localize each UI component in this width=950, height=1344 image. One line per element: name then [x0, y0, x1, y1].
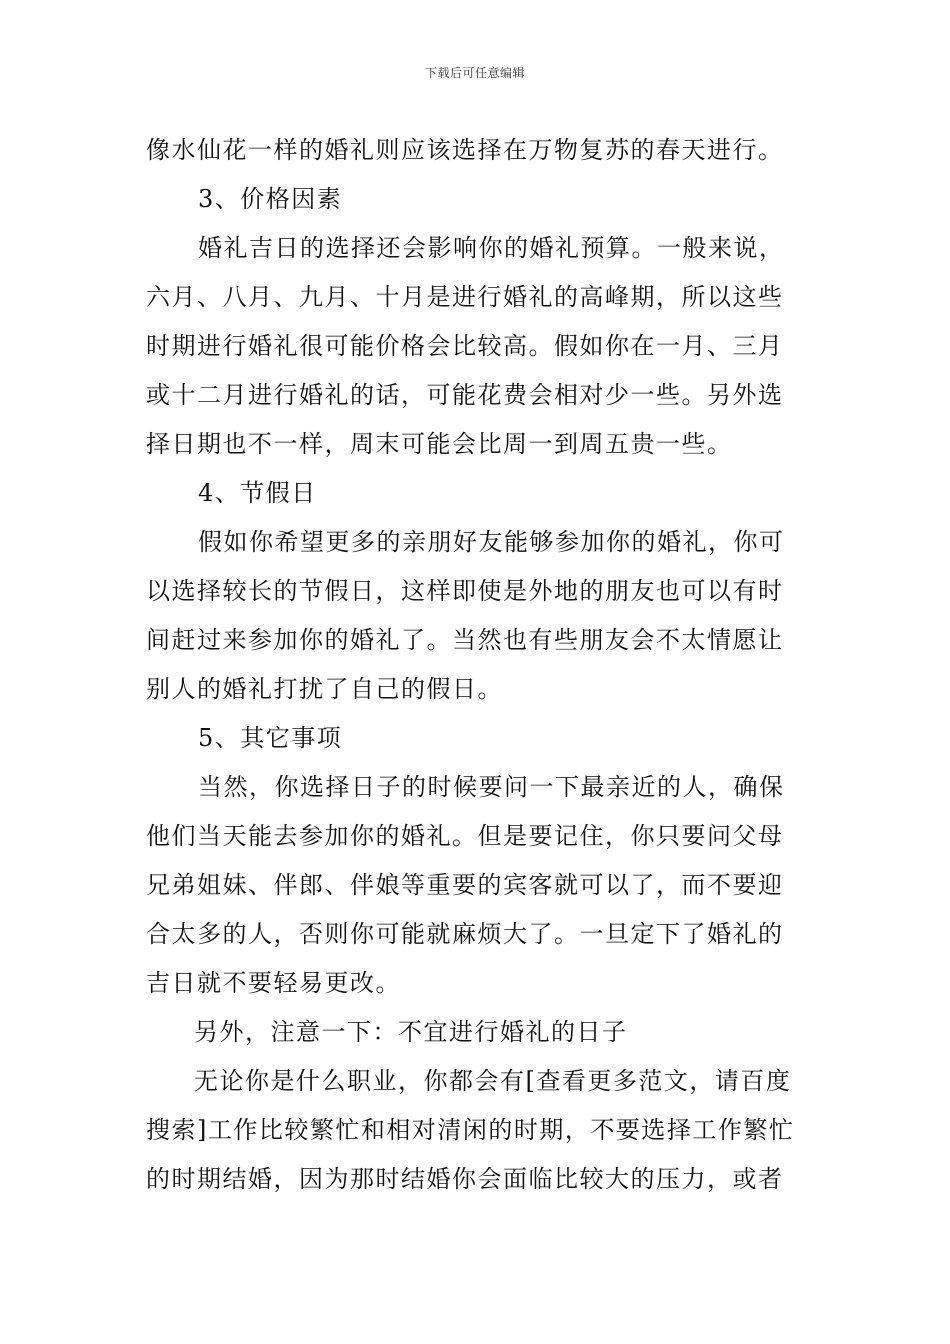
text-line: 婚礼吉日的选择还会影响你的婚礼预算。一般来说，	[198, 234, 785, 262]
text-line: 时期进行婚礼很可能价格会比较高。假如你在一月、三月	[146, 332, 784, 360]
page-header: 下载后可任意编辑	[424, 66, 525, 80]
text-line: 择日期也不一样，周末可能会比周一到周五贵一些。	[146, 430, 733, 458]
text-line: 以选择较长的节假日，这样即使是外地的朋友也可以有时	[146, 577, 784, 605]
text-line: 间赶过来参加你的婚礼了。当然也有些朋友会不太情愿让	[146, 626, 784, 654]
text-line: 假如你希望更多的亲朋好友能够参加你的婚礼，你可	[198, 528, 785, 556]
section-heading-other: 5、其它事项	[198, 724, 343, 752]
section-heading-price: 3、价格因素	[198, 185, 343, 213]
section-heading-holidays: 4、节假日	[198, 479, 317, 507]
text-line: 合太多的人，否则你可能就麻烦大了。一旦定下了婚礼的	[146, 920, 784, 948]
text-line: 的时期结婚，因为那时结婚你会面临比较大的压力，或者	[146, 1165, 784, 1193]
text-line: 无论你是什么职业，你都会有[查看更多范文，请百度	[194, 1067, 792, 1095]
text-line: 吉日就不要轻易更改。	[146, 969, 401, 997]
text-line: 六月、八月、九月、十月是进行婚礼的高峰期，所以这些	[146, 283, 784, 311]
text-line: 别人的婚礼打扰了自己的假日。	[146, 675, 503, 703]
text-line: 另外，注意一下：不宜进行婚礼的日子	[194, 1018, 628, 1046]
document-body	[146, 126, 806, 1204]
text-line: 他们当天能去参加你的婚礼。但是要记住，你只要问父母	[146, 822, 784, 850]
text-line: 搜索]工作比较繁忙和相对清闲的时期，不要选择工作繁忙	[146, 1116, 795, 1144]
text-line: 兄弟姐妹、伴郎、伴娘等重要的宾客就可以了，而不要迎	[146, 871, 784, 899]
text-line: 像水仙花一样的婚礼则应该选择在万物复苏的春天进行。	[146, 136, 784, 164]
text-line: 当然，你选择日子的时候要问一下最亲近的人，确保	[198, 773, 785, 801]
text-line: 或十二月进行婚礼的话，可能花费会相对少一些。另外选	[146, 381, 784, 409]
